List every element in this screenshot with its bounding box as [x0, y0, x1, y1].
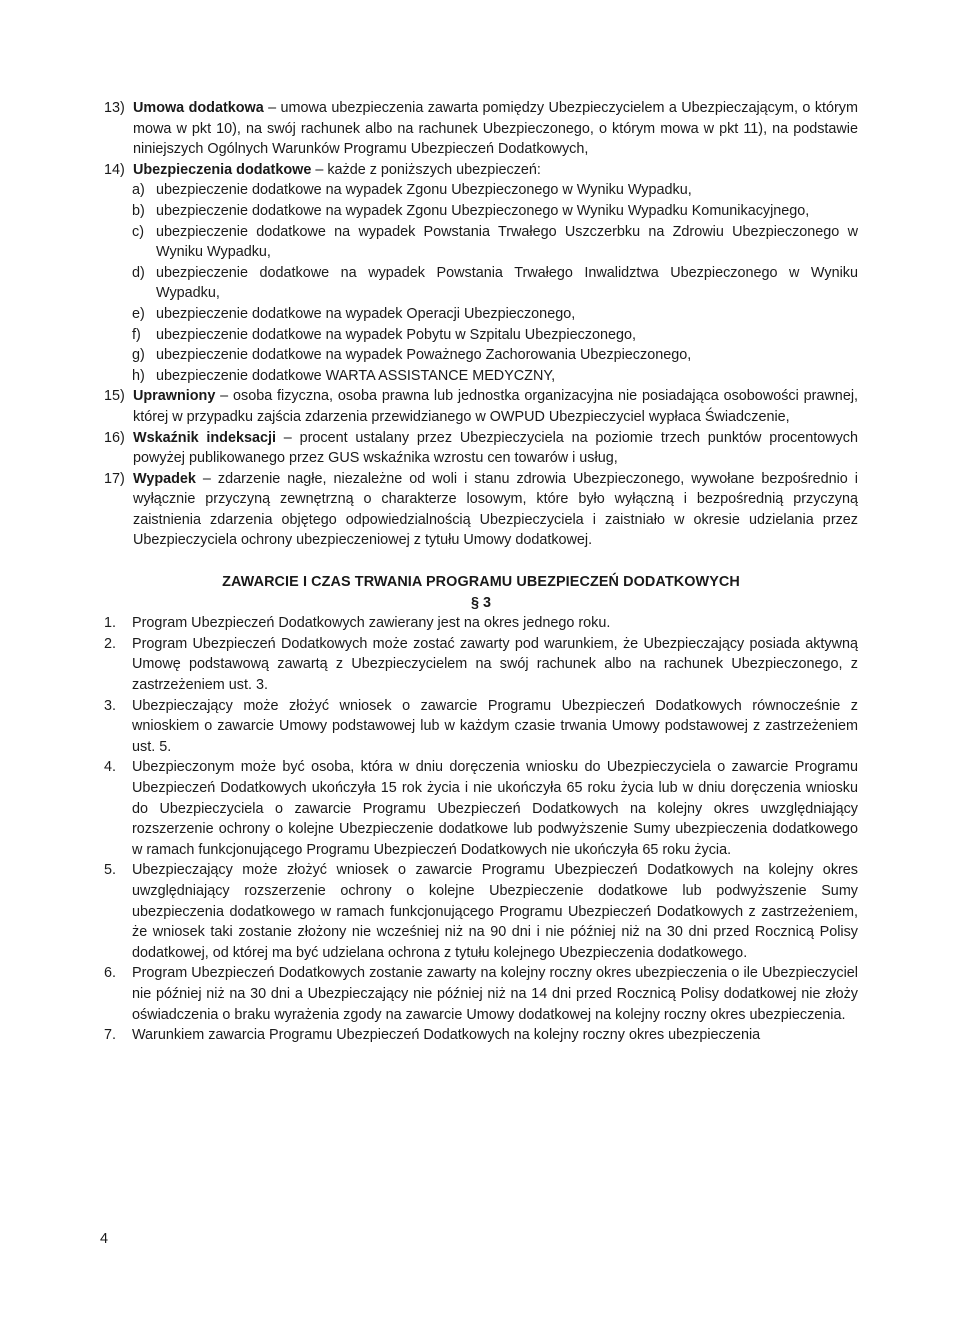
sub-item-c [132, 222, 858, 263]
definition-body: Umowa dodatkowa – umowa ubezpieczenia zawarta pomiędzy Ubezpieczycielem a Ubezpieczającym, o którym mowa w pkt 10), na swój rachunek albo na rachunek Ubezpieczonego, o którym mowa w pkt 11), na podstawie niniejszych Ogólnych Warunków Programu Ubezpieczeń Dodatkowych, [133, 100, 858, 158]
section-item-number: 3. [104, 697, 117, 714]
section-item-number: 5. [104, 862, 117, 879]
section-item-6 [104, 963, 858, 1025]
section-item-number: 7. [104, 1027, 117, 1044]
definition-number: 17) [104, 470, 125, 487]
definition-16 [104, 428, 858, 469]
sub-item-text: ubezpieczenie dodatkowe na wypadek Zgonu Ubezpieczonego w Wyniku Wypadku, [156, 182, 692, 199]
section-item-5 [104, 860, 858, 963]
definition-text: zdarzenie nagłe, niezależne od woli i stanu zdrowia Ubezpieczonego, wywołane bezpośrednio i wyłącznie przyczyną zewnętrzną o charakterze losowym, które było wyłączną i bezpośrednią przyczyną zaistnienia zdarzenia objętego odpowiedzialnością Ubezpieczyciela i zaistniało w okresie udzielania przez Ubezpieczyciela ochrony ubezpieczeniowej z tytułu Umowy dodatkowej. [133, 470, 858, 549]
sub-item-e [132, 304, 858, 325]
definition-text: procent ustalany przez Ubezpieczyciela na poziomie trzech punktów procentowych powyżej publikowanego przez GUS wskaźnika wzrostu cen towarów i usług, [133, 429, 859, 467]
definition-body: Wskaźnik indeksacji – procent ustalany przez Ubezpieczyciela na poziomie trzech punktów procentowych powyżej publikowanego przez GUS wskaźnika wzrostu cen towarów i usług, [133, 429, 859, 467]
sub-item-letter: e) [132, 305, 145, 322]
sub-item-letter: g) [132, 347, 145, 364]
paragraph-number: § 3 [470, 594, 491, 611]
sub-item-g [132, 345, 858, 366]
sub-item-letter: f) [132, 326, 141, 343]
section-item-number: 1. [104, 615, 117, 632]
sub-item-text: ubezpieczenie dodatkowe WARTA ASSISTANCE MEDYCZNY, [156, 367, 556, 384]
sub-item-letter: a) [132, 182, 145, 199]
section-heading: ZAWARCIE I CZAS TRWANIA PROGRAMU UBEZPIECZEŃ DODATKOWYCH [222, 574, 740, 591]
section-item-2 [104, 634, 858, 696]
definition-13 [104, 98, 858, 160]
sub-item-text: ubezpieczenie dodatkowe na wypadek Operacji Ubezpieczonego, [156, 305, 576, 322]
section-item-7 [104, 1025, 858, 1046]
definition-text: każde z poniższych ubezpieczeń: [327, 161, 541, 178]
sub-item-text: ubezpieczenie dodatkowe na wypadek Zgonu Ubezpieczonego w Wyniku Wypadku Komunikacyjnego, [156, 202, 810, 219]
section-item-number: 2. [104, 635, 117, 652]
section-item-3 [104, 696, 858, 758]
section-item-text: Program Ubezpieczeń Dodatkowych zawierany jest na okres jednego roku. [132, 615, 611, 632]
section-item-text: Ubezpieczający może złożyć wniosek o zawarcie Programu Ubezpieczeń Dodatkowych równocześnie z wnioskiem o zawarcie Umowy podstawowej lub w każdym czasie trwania Umowy podstawowej z zastrzeżeniem ust. 5. [132, 697, 858, 755]
section-item-4 [104, 757, 858, 860]
definition-term: Uprawniony [133, 388, 216, 405]
definition-body: Uprawniony – osoba fizyczna, osoba prawna lub jednostka organizacyjna nie posiadająca osobowości prawnej, której w przypadku zajścia zdarzenia przewidzianego w OWPUD Ubezpieczyciel wypłaca Świadczenie, [133, 388, 859, 425]
sub-item-letter: h) [132, 367, 145, 384]
section-item-text: Program Ubezpieczeń Dodatkowych może zostać zawarty pod warunkiem, że Ubezpieczający posiada aktywną Umowę podstawową zawartą z Ubezpieczycielem na swój rachunek albo na rachunek Ubezpieczonego, z zastrzeżeniem ust. 3. [132, 635, 858, 694]
definition-body: Ubezpieczenia dodatkowe – każde z poniższych ubezpieczeń: [133, 161, 541, 178]
definition-17 [104, 469, 858, 551]
definition-term: Ubezpieczenia dodatkowe [133, 161, 312, 178]
sub-item-text: ubezpieczenie dodatkowe na wypadek Poważnego Zachorowania Ubezpieczonego, [156, 347, 692, 364]
definition-number: 16) [104, 429, 125, 446]
sub-item-d [132, 263, 858, 304]
section-item-text: Program Ubezpieczeń Dodatkowych zostanie zawarty na kolejny roczny okres ubezpieczenia o ile Ubezpieczyciel nie później niż na 30 dni a Ubezpieczający nie później niż na 14 dni przed Rocznicą Polisy dodatkowej nie złoży oświadczenia o braku wyrażenia zgody na zawarcie Umowy dodatkowej na kolejny roczny okres ubezpieczenia. [132, 965, 858, 1023]
section-item-text: Warunkiem zawarcia Programu Ubezpieczeń Dodatkowych na kolejny roczny okres ubezpieczenia [132, 1027, 761, 1044]
sub-item-f [132, 325, 858, 346]
section-item-1 [104, 613, 858, 634]
sub-item-text: ubezpieczenie dodatkowe na wypadek Powstania Trwałego Inwalidztwa Ubezpieczonego w Wyniku Wypadku, [156, 264, 858, 302]
sub-item-letter: b) [132, 202, 145, 219]
section-item-number: 6. [104, 965, 117, 982]
sub-item-h [132, 366, 858, 387]
definition-15 [104, 386, 858, 427]
section-item-text: Ubezpieczonym może być osoba, która w dniu doręczenia wniosku do Ubezpieczyciela o zawarcie Programu Ubezpieczeń Dodatkowych ukończyła 15 rok życia i nie ukończyła 65 roku życia lub w dniu doręczenia wniosku do Ubezpieczyciela o zawarcie Programu Ubezpieczeń Dodatkowych na kolejny okres uwzględniający rozszerzenie ochrony o kolejne Ubezpieczenie dodatkowe lub podwyższenie Sumy ubezpieczenia dodatkowego w ramach funkcjonującego Programu Ubezpieczeń Dodatkowych nie ukończyła 65 roku życia. [132, 759, 858, 858]
definition-14 [104, 160, 858, 181]
sub-item-text: ubezpieczenie dodatkowe na wypadek Pobytu w Szpitalu Ubezpieczonego, [156, 326, 636, 343]
definition-term: Wypadek [133, 470, 196, 487]
definition-number: 14) [104, 161, 125, 178]
section-item-number: 4. [104, 759, 117, 776]
sub-item-letter: c) [132, 223, 144, 240]
document-page [104, 98, 858, 1046]
definition-number: 15) [104, 388, 125, 405]
page-number: 4 [100, 1231, 109, 1247]
sub-item-letter: d) [132, 264, 145, 281]
definition-number: 13) [104, 100, 125, 116]
definition-term: Wskaźnik indeksacji [133, 429, 276, 446]
sub-item-text: ubezpieczenie dodatkowe na wypadek Powstania Trwałego Uszczerbku na Zdrowiu Ubezpieczonego w Wyniku Wypadku, [156, 223, 858, 261]
definition-text: umowa ubezpieczenia zawarta pomiędzy Ubezpieczycielem a Ubezpieczającym, o którym mowa w pkt 10), na swój rachunek albo na rachunek Ubezpieczonego, o którym mowa w pkt 11), na podstawie niniejszych Ogólnych Warunków Programu Ubezpieczeń Dodatkowych, [133, 100, 858, 158]
section-item-text: Ubezpieczający może złożyć wniosek o zawarcie Programu Ubezpieczeń Dodatkowych na kolejny okres uwzględniający rozszerzenie ochrony o kolejne Ubezpieczenie dodatkowe lub podwyższenie Sumy ubezpieczenia dodatkowego w ramach funkcjonującego Programu Ubezpieczeń Dodatkowych z zastrzeżeniem, że wniosek taki zostanie złożony nie wcześniej niż na 90 dni i nie później niż na 30 dni przed Rocznicą Polisy dodatkowej, od której ma być udzielana ochrona z tytułu kolejnego Ubezpieczenia dodatkowego. [132, 862, 858, 961]
sub-item-a [132, 180, 858, 201]
definition-term: Umowa dodatkowa [133, 100, 264, 116]
definition-text: osoba fizyczna, osoba prawna lub jednostka organizacyjna nie posiadająca osobowości prawnej, której w przypadku zajścia zdarzenia przewidzianego w OWPUD Ubezpieczyciel wypłaca Świadczenie, [133, 388, 859, 425]
sub-item-b [132, 201, 858, 222]
definition-body: Wypadek – zdarzenie nagłe, niezależne od woli i stanu zdrowia Ubezpieczonego, wywołane bezpośrednio i wyłącznie przyczyną zewnętrzną o charakterze losowym, które było wyłączną i bezpośrednią przyczyną zaistnienia zdarzenia objętego odpowiedzialnością Ubezpieczyciela i zaistniało w okresie udzielania przez Ubezpieczyciela ochrony ubezpieczeniowej z tytułu Umowy dodatkowej. [133, 470, 858, 549]
